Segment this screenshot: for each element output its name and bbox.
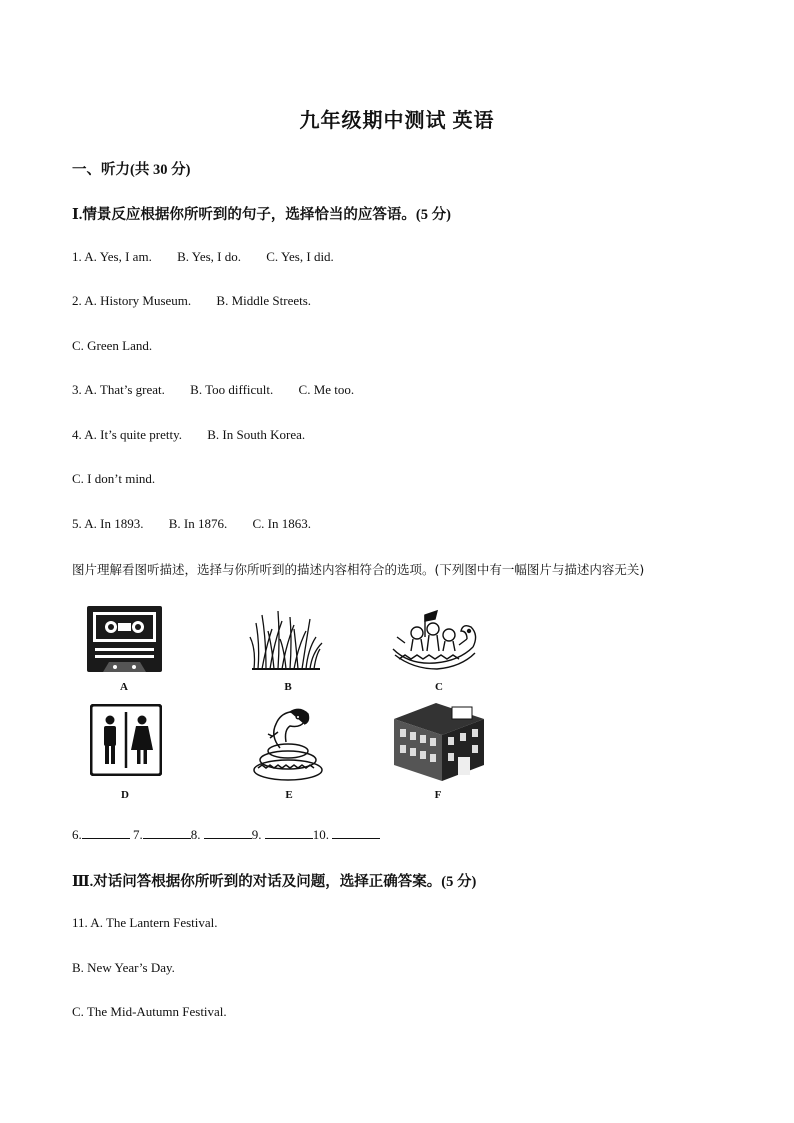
question-1	[72, 249, 334, 265]
question-4	[72, 427, 305, 443]
q5-option-b: B. In 1876.	[168, 516, 228, 531]
picture-label-b: B	[284, 681, 292, 693]
restroom-sign-icon	[90, 704, 162, 776]
q4-option-a: 4. A. It’s quite pretty.	[72, 427, 183, 442]
blank-6-label: 6.	[72, 827, 82, 842]
q2-option-a: 2. A. History Museum.	[72, 293, 192, 308]
blank-9[interactable]	[265, 826, 313, 839]
q11-option-b: B. New Year’s Day.	[72, 960, 175, 975]
q3-option-c: C. Me too.	[298, 382, 355, 397]
dragon-boat-icon	[389, 607, 481, 671]
blank-7-label: 7.	[133, 827, 143, 842]
q2-option-b: B. Middle Streets.	[216, 293, 312, 308]
q3-option-a: 3. A. That’s great.	[72, 382, 165, 397]
hotel-building-icon	[392, 697, 486, 783]
blank-10-label: 10.	[312, 827, 329, 842]
q5-option-a: 5. A. In 1893.	[72, 516, 144, 531]
blank-8-label: 8.	[190, 827, 201, 842]
blank-6[interactable]	[82, 826, 130, 839]
q2-option-c: C. Green Land.	[72, 338, 153, 353]
section-listening-heading: 一、听力(共 30 分)	[72, 162, 191, 178]
snake-icon	[250, 702, 326, 782]
question-2	[72, 293, 311, 309]
question-5	[72, 516, 311, 532]
picture-label-f: F	[434, 789, 442, 801]
page-title: 九年级期中测试 英语	[299, 110, 495, 132]
answer-blanks-row	[72, 826, 380, 843]
picture-label-c: C	[435, 681, 443, 693]
q5-option-c: C. In 1863.	[252, 516, 311, 531]
part-iii-heading: Ⅲ.对话问答根据你所听到的对话及问题，选择正确答案。(5 分)	[72, 874, 477, 890]
q3-option-b: B. Too difficult.	[190, 382, 274, 397]
q1-option-a: 1. A. Yes, I am.	[72, 249, 152, 264]
grass-icon	[248, 609, 324, 671]
part-i-heading: Ⅰ.情景反应根据你所听到的句子，选择恰当的应答语。(5 分)	[72, 207, 451, 223]
part-ii-instruction: 图片理解看图听描述，选择与你所听到的描述内容相符合的选项。(下列图中有一幅图片与描述内容无关)	[72, 562, 645, 577]
blank-8[interactable]	[204, 826, 252, 839]
picture-label-a: A	[120, 681, 128, 693]
q1-option-b: B. Yes, I do.	[177, 249, 242, 264]
picture-label-d: D	[121, 789, 129, 801]
q11-option-a: 11. A. The Lantern Festival.	[72, 915, 218, 930]
cassette-tape-icon	[87, 606, 162, 672]
picture-label-e: E	[285, 789, 293, 801]
q4-option-b: B. In South Korea.	[207, 427, 306, 442]
blank-9-label: 9.	[251, 827, 262, 842]
q4-option-c: C. I don’t mind.	[72, 471, 156, 486]
q1-option-c: C. Yes, I did.	[266, 249, 334, 264]
blank-7[interactable]	[143, 826, 191, 839]
question-3	[72, 382, 354, 398]
q11-option-c: C. The Mid-Autumn Festival.	[72, 1004, 227, 1019]
blank-10[interactable]	[332, 826, 380, 839]
